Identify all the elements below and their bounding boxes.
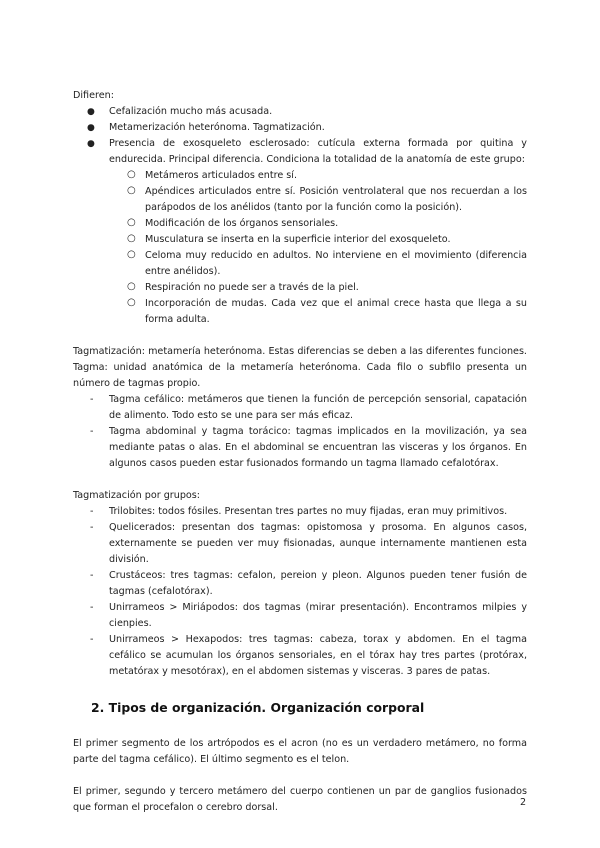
page-number: 2 (520, 797, 527, 808)
list-item-text: Tagma cefálico: metámeros que tienen la función de percepción sensorial, capatación de alimento. Todo esto se une para ser más eficaz. (109, 394, 527, 421)
circle-marker: ○ (127, 217, 136, 228)
ganglia-paragraph: El primer, segundo y tercero metámero del cuerpo contienen un par de ganglios fusionados que forman el procefalon o cerebro dorsal. (73, 786, 527, 813)
groups-heading: Tagmatización por grupos: (73, 490, 201, 501)
groups-list (73, 504, 527, 680)
list-item-text: Tagma abdominal y tagma torácico: tagmas implicados en la movilización, ya sea mediante patas o alas. En el abdominal se encuentran las visceras y los órganos. En algunos casos pueden estar fusionados formando un tagma llamado cefalotórax. (109, 426, 527, 469)
list-item-text: Crustáceos: tres tagmas: cefalon, pereion y pleon. Algunos pueden tener fusión de tagmas (cefalotórax). (109, 570, 527, 597)
dash-marker: - (90, 570, 94, 581)
sublist-item-text: Metámeros articulados entre sí. (145, 170, 298, 181)
list-item-text: Trilobites: todos fósiles. Presentan tres partes no muy fijadas, eran muy primitivos. (109, 506, 508, 517)
dash-marker: - (90, 426, 94, 437)
page-content (73, 88, 527, 816)
bullet-marker: ● (87, 139, 95, 149)
sublist-item (109, 216, 527, 232)
dash-marker: - (90, 506, 94, 517)
list-item (73, 120, 527, 136)
sublist-item (109, 296, 527, 328)
sublist-item-text: Respiración no puede ser a través de la piel. (145, 282, 359, 293)
sublist-item-text: Celoma muy reducido en adultos. No interviene en el movimiento (diferencia entre anélidos). (145, 250, 527, 277)
sublist-item-text: Incorporación de mudas. Cada vez que el animal crece hasta que llega a su forma adulta. (145, 298, 527, 325)
sublist-item (109, 168, 527, 184)
bullet-marker: ● (87, 107, 95, 117)
circle-marker: ○ (127, 185, 136, 196)
tagmatization-paragraph: Tagmatización: metamería heterónoma. Estas diferencias se deben a las diferentes funciones. Tagma: unidad anatómica de la metamería heterónoma. Cada filo o subfilo presenta un número de tagmas propio. (73, 346, 527, 389)
differences-list (73, 104, 527, 328)
dash-marker: - (90, 522, 94, 533)
sublist-item (109, 184, 527, 216)
dash-marker: - (90, 634, 94, 645)
sublist-item (109, 280, 527, 296)
circle-marker: ○ (127, 233, 136, 244)
sublist-item-text: Musculatura se inserta en la superficie interior del exosqueleto. (145, 234, 451, 245)
list-item (73, 568, 527, 600)
list-item (73, 136, 527, 328)
list-item-text: Presencia de exosqueleto esclerosado: cutícula externa formada por quitina y endurecida. Principal diferencia. Condiciona la totalidad de la anatomía de este grupo: (109, 138, 527, 165)
acron-paragraph: El primer segmento de los artrópodos es el acron (no es un verdadero metámero, no forma parte del tagma cefálico). El último segmento es el telon. (73, 738, 527, 765)
list-item-text: Metamerización heterónoma. Tagmatización. (109, 122, 325, 133)
intro-label: Difieren: (73, 90, 114, 101)
sublist-item (109, 248, 527, 280)
list-item-text: Unirrameos > Miriápodos: dos tagmas (mirar presentación). Encontramos milpies y cienpies. (109, 602, 527, 629)
circle-marker: ○ (127, 249, 136, 260)
sublist-item-text: Modificación de los órganos sensoriales. (145, 218, 339, 229)
bullet-marker: ● (87, 123, 95, 133)
list-item-text: Unirrameos > Hexapodos: tres tagmas: cabeza, torax y abdomen. En el tagma cefálico se acumulan los órganos sensoriales, en el tórax hay tres partes (protórax, metatórax y mesotórax), en el abdomen sistemas y visceras. 3 pares de patas. (109, 634, 527, 677)
list-item (73, 504, 527, 520)
section-heading: 2. Tipos de organización. Organización corporal (91, 700, 425, 715)
list-item-text: Quelicerados: presentan dos tagmas: opistomosa y prosoma. En algunos casos, externamente se pueden ver muy fisionadas, aunque internamente mantienen esta división. (109, 522, 527, 565)
list-item (73, 600, 527, 632)
sublist-item-text: Apéndices articulados entre sí. Posición ventrolateral que nos recuerdan a los parápodos de los anélidos (tanto por la función como la posición). (145, 186, 527, 213)
tagma-types-list (73, 392, 527, 472)
dash-marker: - (90, 602, 94, 613)
dash-marker: - (90, 394, 94, 405)
list-item (73, 424, 527, 472)
exoskeleton-sublist (109, 168, 527, 328)
list-item (73, 520, 527, 568)
circle-marker: ○ (127, 169, 136, 180)
list-item-text: Cefalización mucho más acusada. (109, 106, 273, 117)
sublist-item (109, 232, 527, 248)
circle-marker: ○ (127, 297, 136, 308)
list-item (73, 632, 527, 680)
list-item (73, 104, 527, 120)
list-item (73, 392, 527, 424)
circle-marker: ○ (127, 281, 136, 292)
